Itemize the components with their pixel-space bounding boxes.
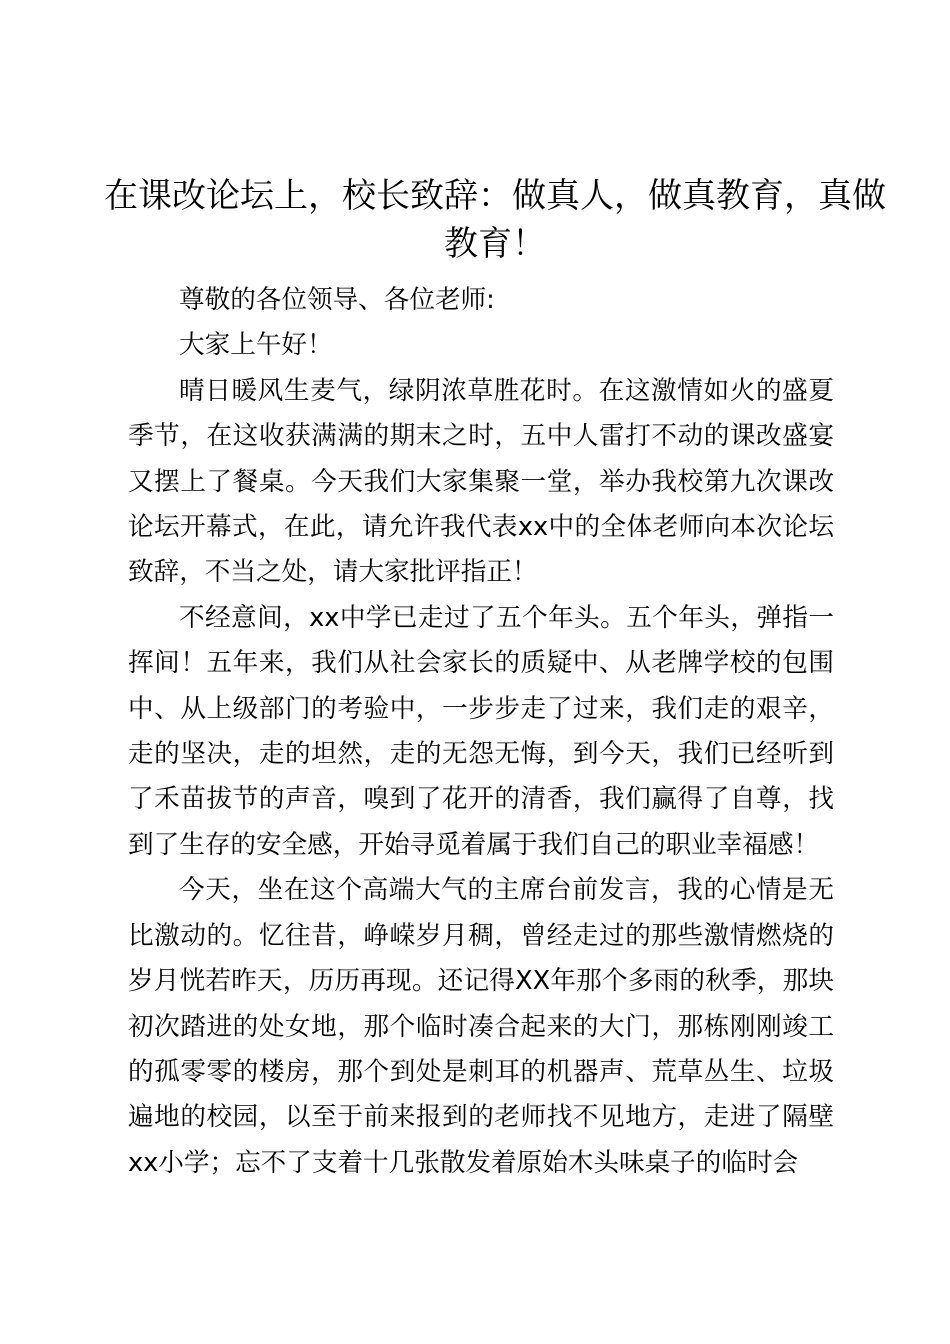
greeting: 大家上午好！ xyxy=(179,330,333,361)
document-title: 在课改论坛上，校长致辞：做真人，做真教育，真做教育！ xyxy=(104,176,886,264)
body-paragraph: 今天，坐在这个高端大气的主席台前发言，我的心情是无比激动的。忆往昔，峥嵘岁月稠，曾经走过的那些激情燃烧的岁月恍若昨天，历历再现。还记得XX年那个多雨的秋季，那块初次踏进的处女地，那个临时凑合起来的大门，那栋刚刚竣工的孤零零的楼房，那个到处是刺耳的机器声、荒草丛生、垃圾遍地的校园，以至于前来报到的老师找不见地方，走进了隔壁xx小学；忘不了支着十几张散发着原始木头味桌子的临时会 xyxy=(128,875,834,1178)
salutation: 尊敬的各位领导、各位老师: xyxy=(179,285,495,315)
body-paragraph: 不经意间，xx中学已走过了五个年头。五个年头，弹指一挥间！五年来，我们从社会家长的质疑中、从老牌学校的包围中、从上级部门的考验中，一步步走了过来，我们走的艰辛，走的坚决，走的坦然，走的无怨无悔，到今天，我们已经听到了禾苗拔节的声音，嗅到了花开的清香，我们赢得了自尊，找到了生存的安全感，开始寻觅着属于我们自己的职业幸福感！ xyxy=(128,602,834,860)
body-paragraph: 晴日暖风生麦气，绿阴浓草胜花时。在这激情如火的盛夏季节，在这收获满满的期末之时，五中人雷打不动的课改盛宴又摆上了餐桌。今天我们大家集聚一堂，举办我校第九次课改论坛开幕式，在此，请允许我代表xx中的全体老师向本次论坛致辞，不当之处，请大家批评指正！ xyxy=(128,375,834,588)
document-body xyxy=(128,278,834,1186)
